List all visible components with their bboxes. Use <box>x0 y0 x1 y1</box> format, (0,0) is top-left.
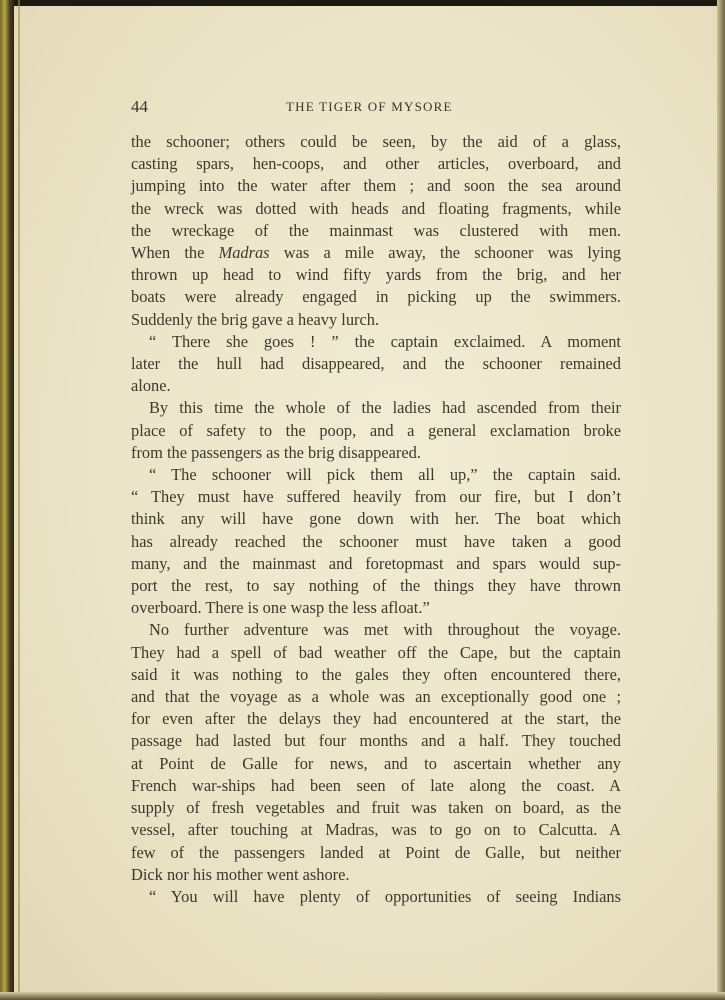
ship-name: Madras <box>218 243 270 263</box>
text-line: By this time the whole of the ladies had ascended from their <box>149 398 621 418</box>
text-line: French war-ships had been seen of late along the coast. A <box>131 775 621 795</box>
text-line: the wreck was dotted with heads and floating fragments, while <box>131 198 621 218</box>
body-text <box>131 131 621 908</box>
text-line: overboard. There is one wasp the less afloat.” <box>131 598 430 618</box>
book-spine <box>0 0 14 1000</box>
text-line: They had a spell of bad weather off the Cape, but the captain <box>131 642 621 662</box>
text-line: passage had lasted but four months and a half. They touched <box>131 731 621 751</box>
text-line: No further adventure was met with throughout the voyage. <box>149 620 621 640</box>
text-line: the schooner; others could be seen, by the aid of a glass, <box>131 132 621 151</box>
text-line <box>131 242 621 264</box>
text-line: and that the voyage as a whole was an exceptionally good one ; <box>131 687 621 707</box>
text-line: the wreckage of the mainmast was clustered with men. <box>131 220 621 240</box>
text-line: for even after the delays they had encountered at the start, the <box>131 709 621 729</box>
text-line: later the hull had disappeared, and the schooner remained <box>131 354 621 374</box>
text-line: few of the passengers landed at Point de Galle, but neither <box>131 842 621 862</box>
text-line: Dick nor his mother went ashore. <box>131 864 350 884</box>
text-line: place of safety to the poop, and a general exclamation broke <box>131 420 621 440</box>
text-line: boats were already engaged in picking up the swimmers. <box>131 287 621 307</box>
text-line: thrown up head to wind fifty yards from the brig, and her <box>131 265 621 285</box>
text-line: many, and the mainmast and foretopmast and spars would sup- <box>131 553 621 573</box>
text-line: vessel, after touching at Madras, was to go on to Calcutta. A <box>131 820 621 840</box>
page-header <box>131 97 621 117</box>
text-line: at Point de Galle for news, and to ascertain whether any <box>131 753 621 773</box>
text-line: “ The schooner will pick them all up,” the captain said. <box>149 465 621 485</box>
text-line: “ There she goes ! ” the captain exclaimed. A moment <box>149 331 621 351</box>
text-line: “ You will have plenty of opportunities of seeing Indians <box>149 886 621 906</box>
text-line: jumping into the water after them ; and soon the sea around <box>131 176 621 196</box>
text-line: think any will have gone down with her. The boat which <box>131 509 621 529</box>
running-title: THE TIGER OF MYSORE <box>286 99 453 114</box>
page-right-edge <box>717 0 725 1000</box>
text-line: alone. <box>131 376 171 396</box>
text-segment: was a mile away, the schooner was lying <box>269 243 622 263</box>
page-bottom-edge <box>0 992 725 1000</box>
text-line: from the passengers as the brig disappeared. <box>131 442 421 462</box>
text-line: casting spars, hen-coops, and other articles, overboard, and <box>131 154 621 174</box>
text-line: said it was nothing to the gales they often encountered there, <box>131 664 621 684</box>
text-line: port the rest, to say nothing of the things they have thrown <box>131 576 621 596</box>
gutter-line <box>18 0 20 1000</box>
text-line: “ They must have suffered heavily from our fire, but I don’t <box>131 487 621 507</box>
text-line: supply of fresh vegetables and fruit was taken on board, as the <box>131 798 621 818</box>
text-segment: When the <box>131 243 219 263</box>
text-line: has already reached the schooner must have taken a good <box>131 531 621 551</box>
page-number: 44 <box>131 97 148 116</box>
text-line: Suddenly the brig gave a heavy lurch. <box>131 309 380 329</box>
